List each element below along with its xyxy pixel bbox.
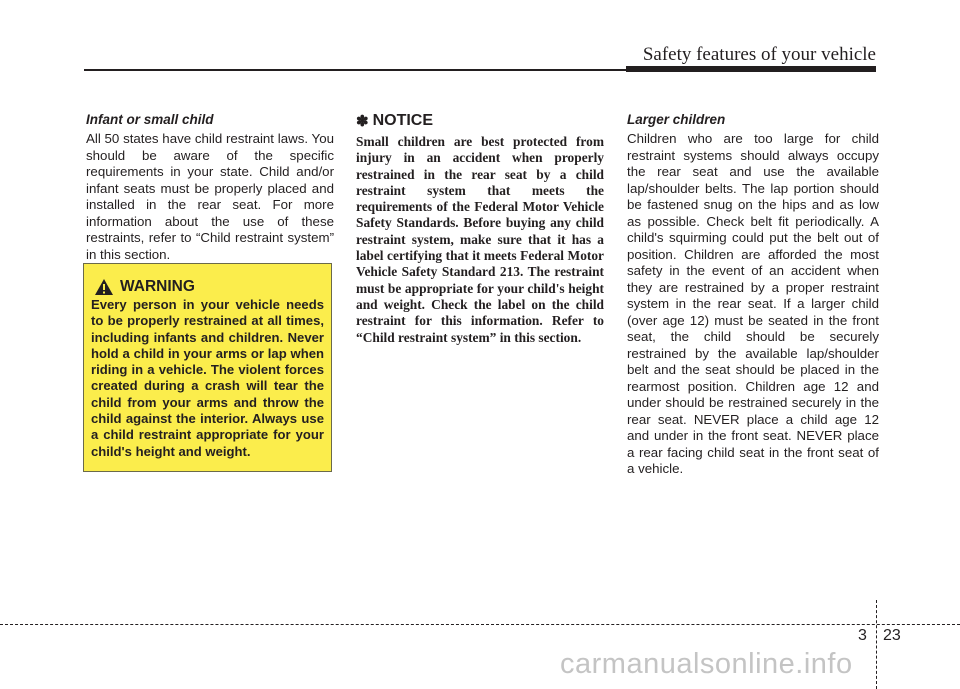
section-title: Safety features of your vehicle: [642, 44, 876, 65]
warning-title: WARNING: [120, 278, 195, 295]
notice-text: Small children are best protected from injury in an accident when properly restrained in the rear seat by a child restraint system that meets the requirements of the Federal Motor Vehicle Safety Standards. Before buying any child restraint system, make sure that it has a label certifying that it meets Federal Motor Vehicle Safety Standard 213. The restraint must be appropriate for your child's height and weight. Check the label on the child restraint for this information. Refer to “Child restraint system” in this section.: [356, 134, 604, 345]
column-notice: [356, 112, 604, 346]
warning-triangle-icon: [94, 278, 114, 296]
paragraph-larger-children: Children who are too large for child restraint systems should always occupy the rear seat and use the available lap/shoulder belts. The lap portion should be fastened snug on the hips and as low as possible. Check belt fit periodically. A child's squirming could put the belt out of position. Children are afforded the most safety in the event of an accident when they are restrained by a proper restraint system in the rear seat. If a larger child (over age 12) must be seated in the front seat, the child should be securely restrained by the available lap/shoulder belt and the seat should be placed in the rearmost position. Children age 12 and under should be restrained securely in the rear seat. NEVER place a child age 12 and under in the front seat. NEVER place a rear facing child seat in the front seat of a vehicle.: [627, 131, 879, 476]
footer-rule: [0, 624, 960, 625]
page-number: 23: [883, 627, 901, 644]
paragraph-child-restraint-laws: All 50 states have child restraint laws. You should be aware of the specific requirements in your state. Child and/or infant seats must be properly placed and installed in the rear seat. For more information about the use of these restraints, refer to “Child restraint system” in this section.: [86, 131, 334, 262]
asterisk-icon: ✽: [356, 113, 369, 130]
chapter-number: 3: [858, 627, 867, 644]
subheading-larger-children: Larger children: [627, 112, 726, 127]
notice-title: NOTICE: [372, 112, 434, 129]
watermark: carmanualsonline.info: [560, 648, 853, 680]
column-larger-children: [627, 112, 879, 478]
header-rule-accent: [626, 66, 876, 72]
warning-text: Every person in your vehicle needs to be properly restrained at all times, including infants and children. Never hold a child in your arms or lap when riding in a vehicle. The violent forces created during a crash will tear the child from your arms and throw the child against the interior. Always use a child restraint appropriate for your child's height and weight.: [91, 297, 324, 459]
warning-header: [94, 278, 195, 296]
footer-divider: [876, 600, 877, 689]
column-infant-small-child: [86, 112, 334, 263]
warning-box: [83, 263, 332, 472]
notice-header: [356, 112, 604, 130]
subheading-infant-small-child: Infant or small child: [86, 112, 214, 127]
